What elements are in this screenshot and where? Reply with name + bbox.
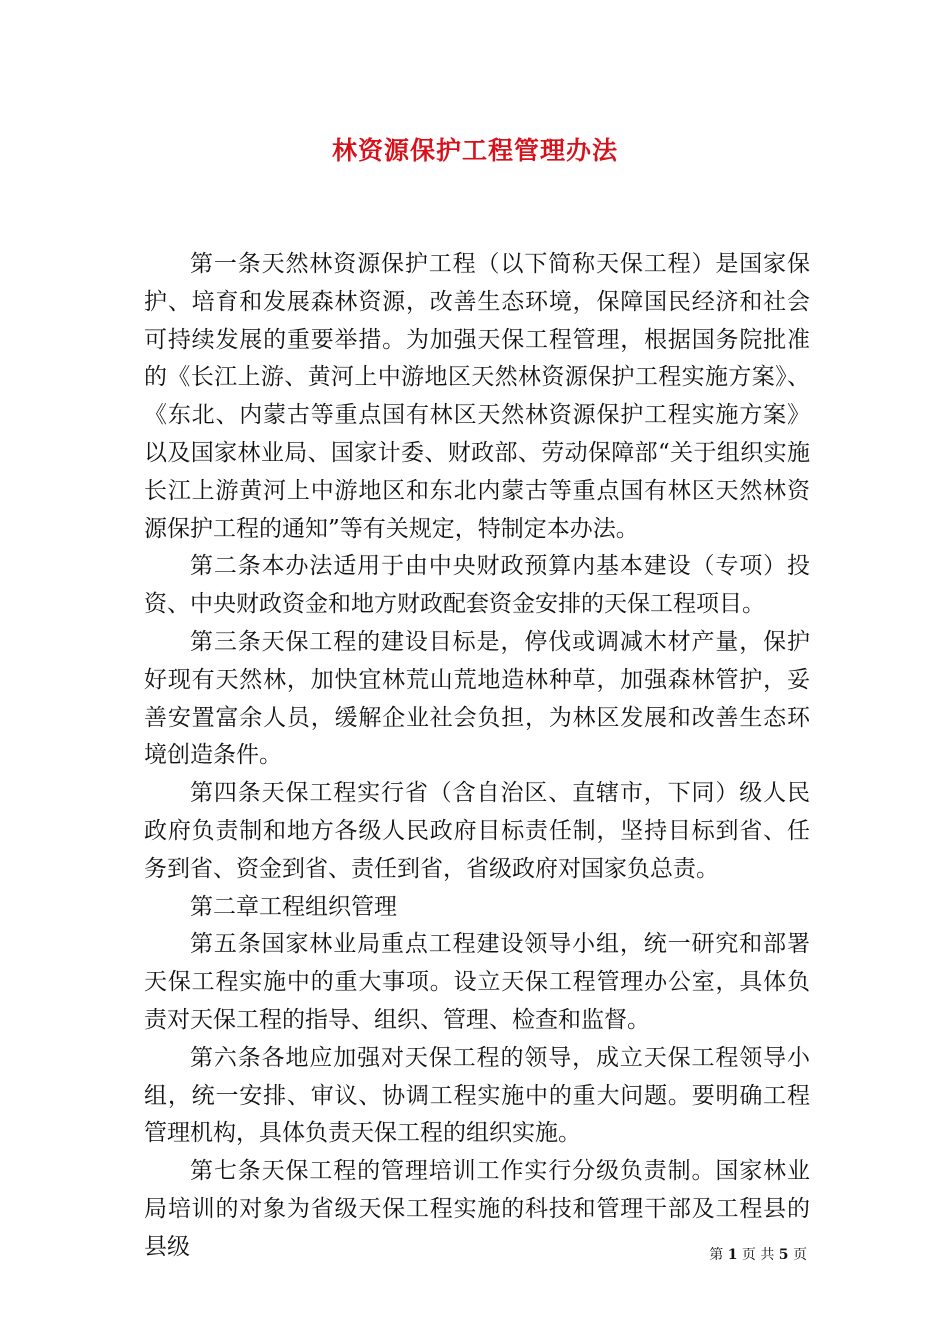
footer-middle: 页 共: [741, 1247, 775, 1263]
footer-suffix: 页: [793, 1247, 807, 1263]
paragraph-article-2: 第二条本办法适用于由中央财政预算内基本建设（专项）投资、中央财政资金和地方财政配套资金安排的天保工程项目。: [144, 553, 810, 618]
page-footer: [709, 1245, 807, 1265]
footer-current-page: 1: [727, 1247, 738, 1263]
footer-total-pages: 5: [778, 1247, 789, 1263]
paragraph-article-6: 第六条各地应加强对天保工程的领导，成立天保工程领导小组，统一安排、审议、协调工程实施中的重大问题。要明确工程管理机构，具体负责天保工程的组织实施。: [144, 1044, 810, 1147]
chapter-heading: 第二章工程组织管理: [190, 893, 397, 920]
footer-prefix: 第: [709, 1247, 724, 1263]
paragraph-article-3: 第三条天保工程的建设目标是，停伐或调减木材产量，保护好现有天然林，加快宜林荒山荒地造林种草，加强森林管护，妥善安置富余人员，缓解企业社会负担，为林区发展和改善生态环境创造条件。: [144, 628, 810, 769]
document-body: [144, 246, 810, 1267]
paragraph-article-7: 第七条天保工程的管理培训工作实行分级负责制。国家林业局培训的对象为省级天保工程实施的科技和管理干部及工程县的县级: [144, 1158, 810, 1260]
document-title: 林资源保护工程管理办法: [331, 136, 618, 165]
paragraph-article-4: 第四条天保工程实行省（含自治区、直辖市，下同）级人民政府负责制和地方各级人民政府目标责任制，坚持目标到省、任务到省、资金到省、责任到省，省级政府对国家负总责。: [144, 780, 810, 882]
paragraph-article-1: 第一条天然林资源保护工程（以下简称天保工程）是国家保护、培育和发展森林资源，改善生态环境，保障国民经济和社会可持续发展的重要举措。为加强天保工程管理，根据国务院批准的《长江上游、黄河上中游地区天然林资源保护工程实施方案》、《东北、内蒙古等重点国有林区天然林资源保护工程实施方案》以及国家林业局、国家计委、财政部、劳动保障部“关于组织实施长江上游黄河上中游地区和东北内蒙古等重点国有林区天然林资源保护工程的通知”等有关规定，特制定本办法。: [144, 251, 810, 542]
paragraph-article-5: 第五条国家林业局重点工程建设领导小组，统一研究和部署天保工程实施中的重大事项。设立天保工程管理办公室，具体负责对天保工程的指导、组织、管理、检查和监督。: [144, 931, 810, 1033]
